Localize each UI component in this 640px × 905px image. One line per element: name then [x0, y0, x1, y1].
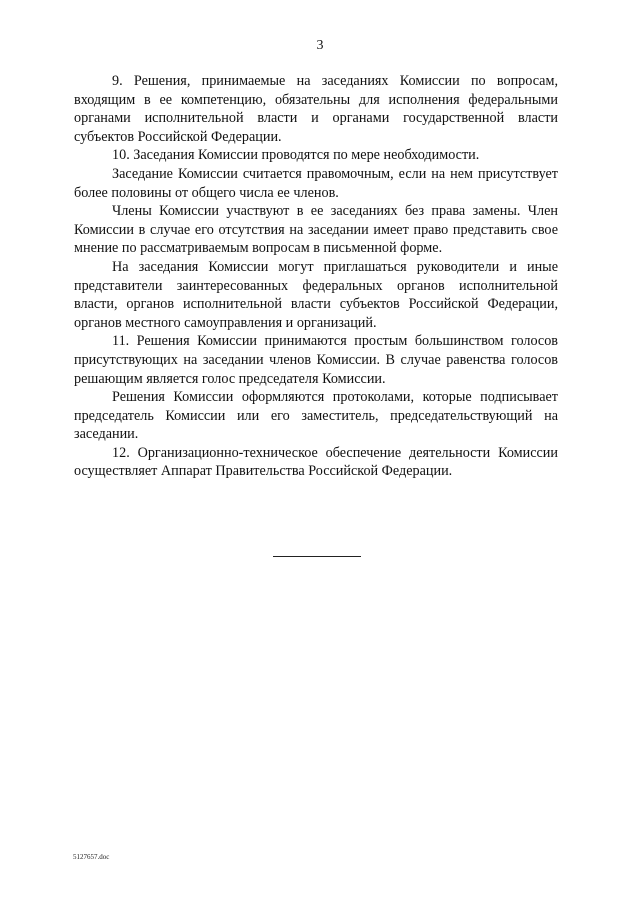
document-code: 5127657.doc — [73, 853, 110, 861]
paragraph-11: 11. Решения Комиссии принимаются простым большинством голосов присутствующих на заседании членов Комиссии. В случае равенства голосов решающим является голос председателя Комиссии. — [74, 333, 558, 387]
paragraph-12: 12. Организационно-техническое обеспечение деятельности Комиссии осуществляет Аппарат Правительства Российской Федерации. — [74, 444, 558, 480]
paragraph-9: 9. Решения, принимаемые на заседаниях Комиссии по вопросам, входящим в ее компетенцию, обязательны для исполнения федеральными органами исполнительной власти и органами государственной власти субъектов Российской Федерации. — [74, 73, 558, 145]
paragraph-10-invitees: На заседания Комиссии могут приглашаться руководители и иные представители заинтересованных федеральных органов исполнительной власти, органов исполнительной власти субъектов Российской Федерации, органов местного самоуправления и организаций. — [74, 258, 558, 331]
paragraph-10-members: Члены Комиссии участвуют в ее заседаниях без права замены. Член Комиссии в случае его отсутствия на заседании имеет право представить свое мнение по рассматриваемым вопросам в письменной форме. — [74, 203, 558, 257]
page-number: 3 — [316, 38, 324, 53]
paragraph-10-quorum: Заседание Комиссии считается правомочным, если на нем присутствует более половины от общего числа ее членов. — [74, 165, 558, 201]
paragraph-11-protocols: Решения Комиссии оформляются протоколами, которые подписывает председатель Комиссии или его заместитель, председательствующий на заседании. — [74, 389, 558, 443]
separator-line — [273, 556, 361, 557]
paragraph-10: 10. Заседания Комиссии проводятся по мере необходимости. — [112, 147, 480, 164]
document-body — [74, 72, 558, 481]
